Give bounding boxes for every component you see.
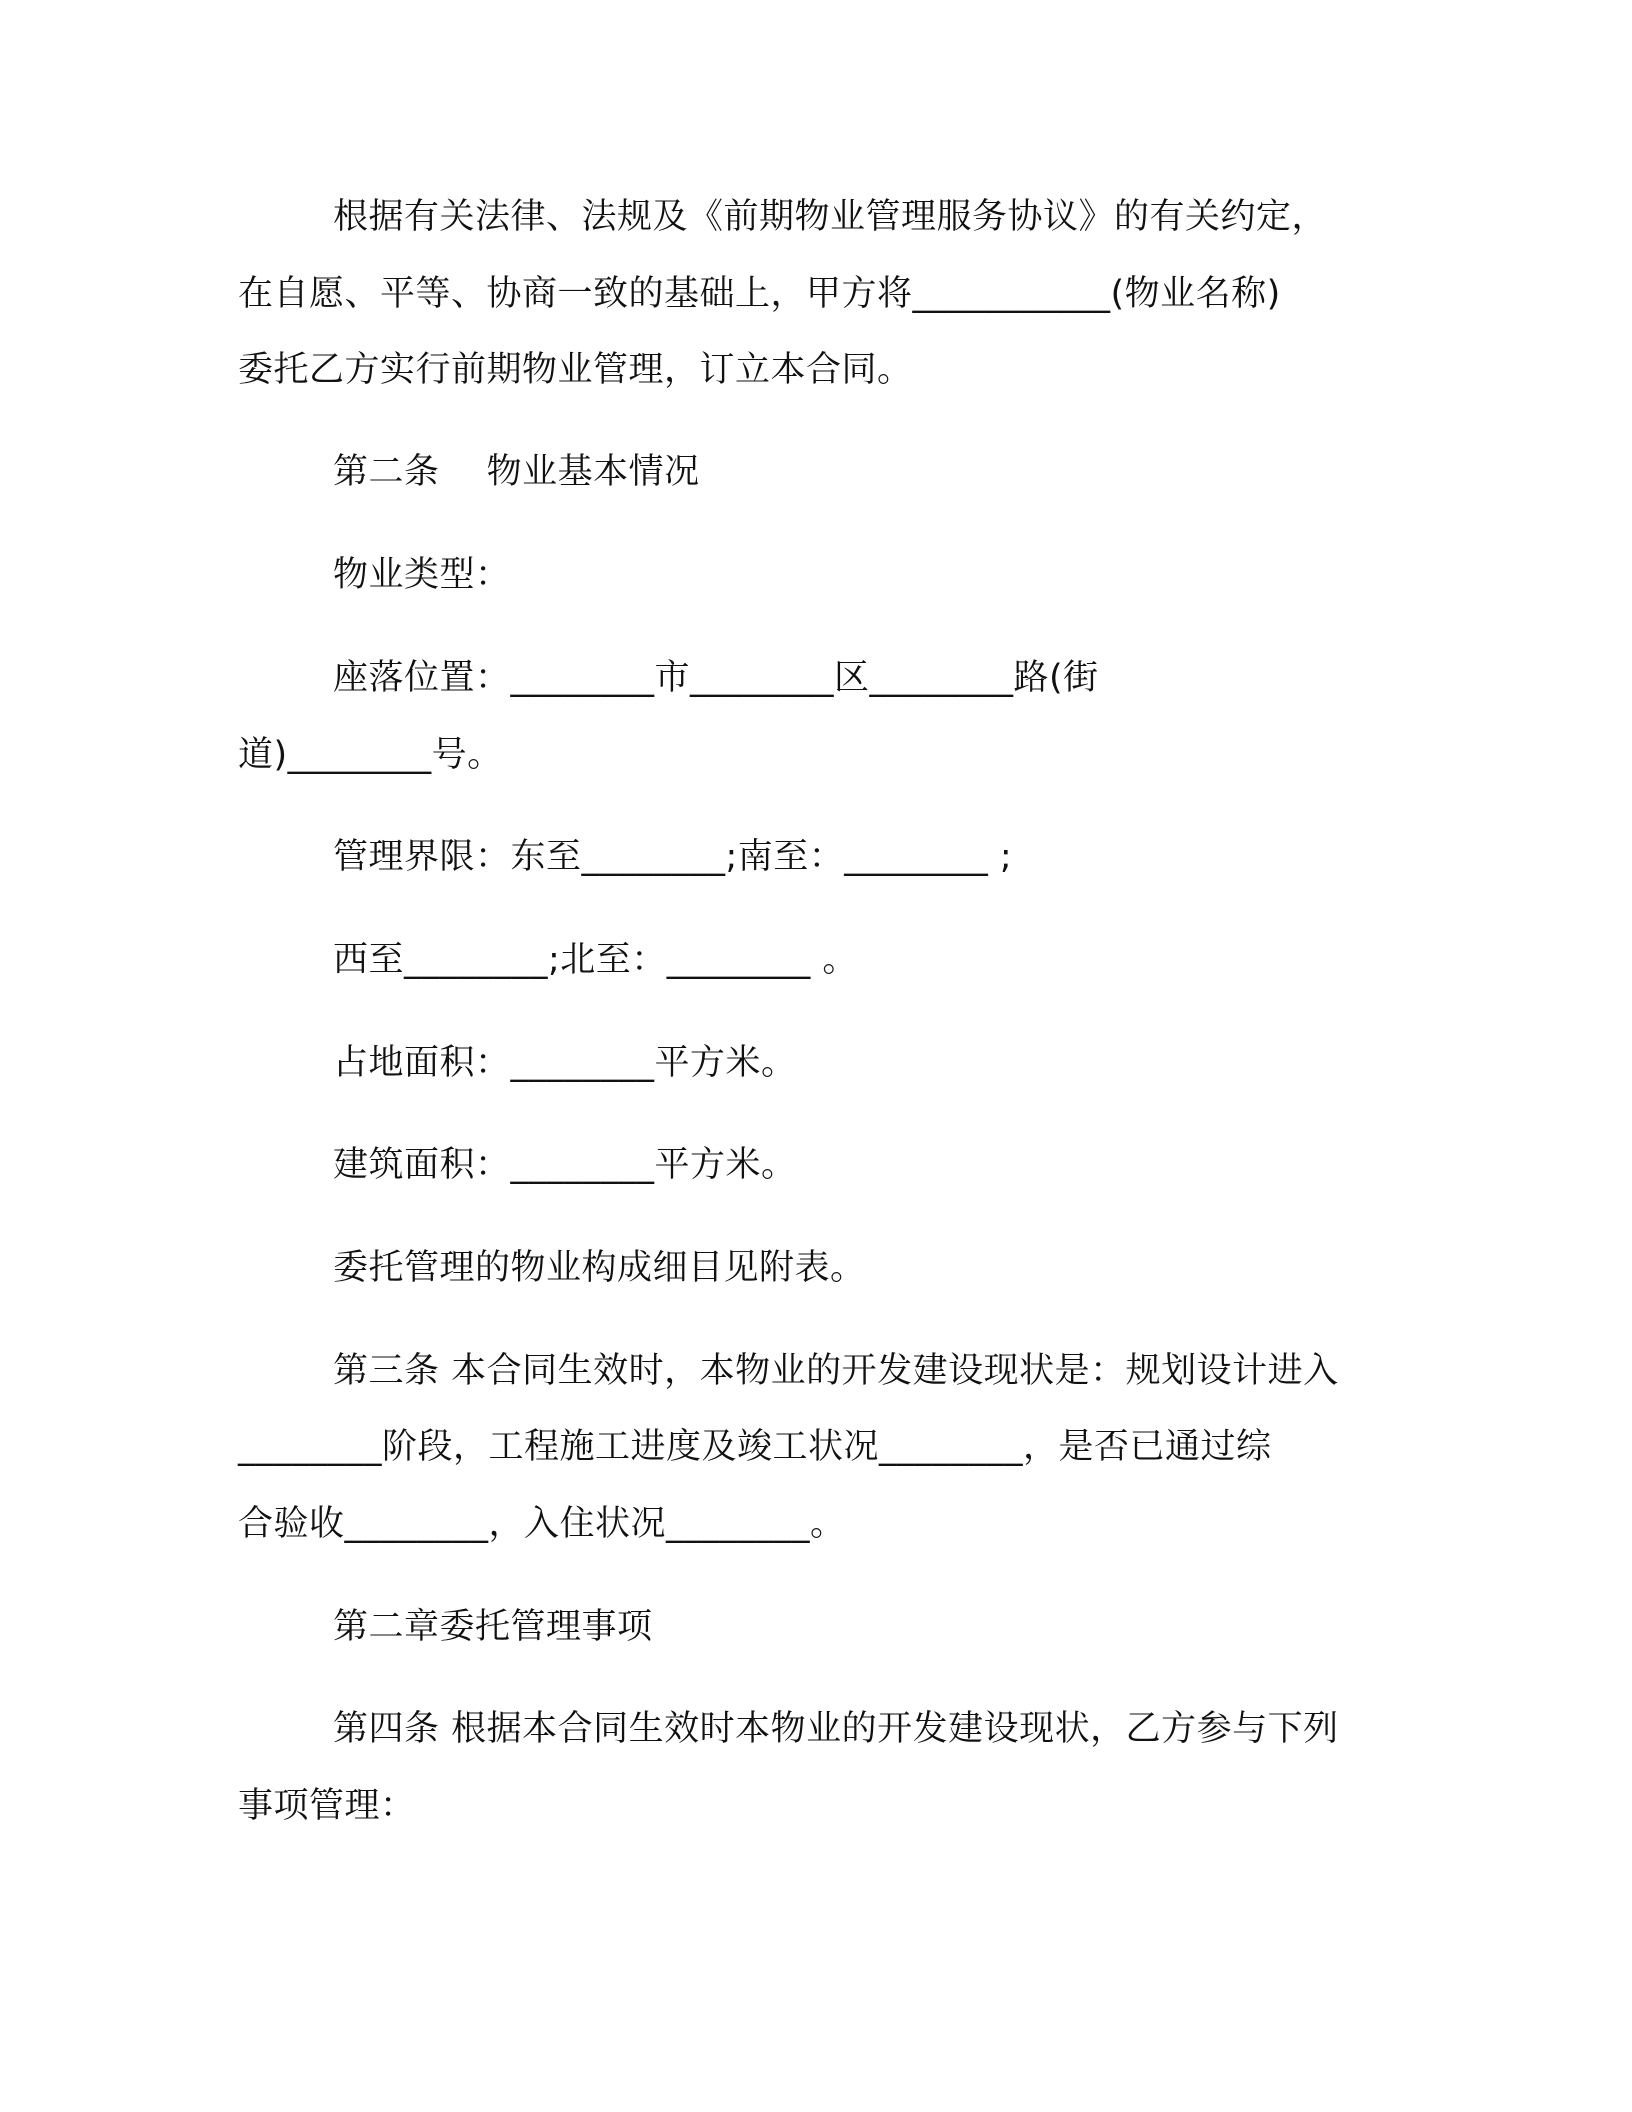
chapter-2-heading: 第二章委托管理事项: [333, 1607, 653, 1647]
paragraph-intro-line-1: 根据有关法律、法规及《前期物业管理服务协议》的有关约定，: [333, 197, 1328, 237]
location-line-2: 道)________号。: [238, 735, 503, 775]
land-area-line: 占地面积：________平方米。: [333, 1043, 797, 1083]
building-area-line: 建筑面积：________平方米。: [333, 1145, 797, 1185]
article-2-heading: 第二条 物业基本情况: [333, 452, 700, 492]
article-4-line-2: 事项管理：: [238, 1786, 416, 1826]
location-line-1: 座落位置：________市________区________路(街: [333, 658, 1099, 698]
property-type-line: 物业类型：: [333, 555, 511, 595]
paragraph-intro-line-2: 在自愿、平等、协商一致的基础上，甲方将___________(物业名称): [238, 274, 1281, 314]
paragraph-intro-line-3: 委托乙方实行前期物业管理，订立本合同。: [238, 350, 913, 390]
article-3-line-3: 合验收________，入住状况________。: [238, 1504, 846, 1544]
article-3-line-2: ________阶段，工程施工进度及竣工状况________，是否已通过综: [238, 1427, 1272, 1467]
boundary-line-2: 西至________;北至：________ 。: [333, 940, 858, 980]
article-3-line-1: 第三条 本合同生效时，本物业的开发建设现状是：规划设计进入: [333, 1351, 1339, 1391]
article-4-line-1: 第四条 根据本合同生效时本物业的开发建设现状，乙方参与下列: [333, 1709, 1339, 1749]
boundary-line-1: 管理界限：东至________;南至：________ ;: [333, 837, 1013, 877]
attachment-note-line: 委托管理的物业构成细目见附表。: [333, 1248, 866, 1288]
